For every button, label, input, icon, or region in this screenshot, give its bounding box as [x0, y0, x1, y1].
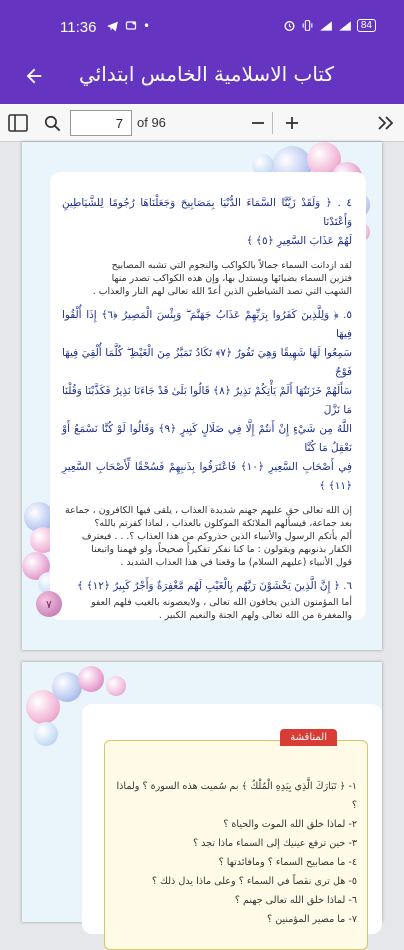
search-button[interactable]: [40, 111, 64, 135]
sidebar-toggle-icon: [8, 114, 28, 132]
status-left-icons: [106, 19, 150, 33]
ayah-line: فِي أَصْحَابِ السَّعِيرِ ﴿١٠﴾ فَاعْتَرَفُوا بِذَنبِهِمْ فَسُحْقًا لِّأَصْحَابِ السَّعِيرِ ﴿١١﴾ ﴾: [62, 461, 352, 492]
pdf-toolbar: [0, 104, 404, 142]
page-text-panel: [50, 172, 366, 620]
pdf-page: [22, 142, 382, 650]
text-line: ألم يأتكم الرسول والأنبياء الذين حذروكم من هذا العذاب ؟. . . فيعترف: [81, 531, 352, 542]
pdf-viewer[interactable]: [0, 142, 404, 925]
notification-icon: [125, 20, 137, 32]
back-button[interactable]: [18, 60, 50, 92]
status-time: 11:36: [60, 19, 97, 36]
text-line: أما المؤمنون الذين يخافون الله تعالى ، ولايعصونه بالغيب فلهم العفو: [91, 597, 352, 608]
double-chevron-right-icon: [377, 115, 395, 131]
text-line: قول الأنبياء (عليهم السلام) ما وقعنا في هذا العذاب الشديد .: [120, 557, 352, 568]
text-line: لقد ازدانت السماء جمالاً بالكواكب والنجوم التي تشبه المصابيح: [111, 260, 352, 271]
text-line: بعد جماعة، فيسألهم الملائكة الموكلون بالعذاب ، لماذا كفرتم بالله؟: [94, 518, 352, 529]
status-right-icons: [283, 19, 376, 32]
app-bar: [0, 48, 404, 104]
telegram-icon: [106, 20, 119, 33]
text-line: الكفار بذنوبهم ويقولون : ما كنا نفكر تفكيراً صحيحاً، ولو فهمنا واتبعنا: [91, 544, 352, 555]
alarm-icon: [283, 19, 296, 32]
decor-bubble: [78, 666, 104, 692]
more-notifications-dot: •: [143, 19, 151, 33]
ayah-line: ٤ . ﴿ وَلَقَدْ زَيَّنَّا السَّمَاءَ الدُّنْيَا بِمَصَابِيحَ وَجَعَلْنَاهَا رُجُومًا لِلشَّيَاطِينِ وَأَعْتَدْنَا: [62, 197, 352, 228]
ayah-line: ٥. ﴿ وَلِلَّذِينَ كَفَرُوا بِرَبِّهِمْ عَذَابُ جَهَنَّمَ ۖ وَبِئْسَ الْمَصِيرُ ﴿٦﴾ إِذَا أُلْقُوا فِيهَا: [62, 309, 352, 340]
toolbar-divider: [272, 112, 273, 134]
question-line: ٢- لماذا خلق الله الموت والحياة ؟: [223, 819, 357, 830]
signal-2-icon: [338, 20, 352, 32]
vibrate-icon: [301, 19, 314, 32]
page-number-input[interactable]: [70, 110, 132, 136]
ayah-line: سَمِعُوا لَهَا شَهِيقًا وَهِيَ تَفُورُ ﴿٧﴾ تَكَادُ تَمَيَّزُ مِنَ الْغَيْظِ ۖ كُلَّمَا أُلْقِيَ فِيهَا فَوْجٌ: [62, 347, 352, 378]
plus-icon: [284, 115, 300, 131]
question-line: ٧- ما مصير المؤمنين ؟: [267, 914, 357, 925]
ayah-line: اللَّهُ مِن شَيْءٍ إِنْ أَنتُمْ إِلَّا فِي ضَلَالٍ كَبِيرٍ ﴿٩﴾ وَقَالُوا لَوْ كُنَّا نَسْمَعُ أَوْ نَعْقِلُ مَا كُنَّا: [62, 423, 352, 454]
arrow-left-icon: [23, 65, 45, 87]
text-line: فتزين السماء بضيائها ويستدل بها، وإن هذه الكواكب تصدر منها: [111, 273, 352, 284]
decor-bubble: [34, 722, 58, 746]
discussion-tab: المناقشة: [280, 729, 337, 746]
decor-bubble: [106, 676, 126, 696]
question-line: ٥- هل ترى نقصاً في السماء ؟ وعلى ماذا يدل ذلك ؟: [151, 876, 357, 887]
question-line: ١- ﴿ تَبَارَكَ الَّذِي بِيَدِهِ الْمُلْكُ ﴾ بم سُميت هذه السورة ؟ ولماذا ؟: [116, 781, 357, 811]
ayah-line: ٦. ﴿ إِنَّ الَّذِينَ يَخْشَوْنَ رَبَّهُم بِالْغَيْبِ لَهُم مَّغْفِرَةٌ وَأَجْرٌ كَبِيرٌ ﴿١٢﴾ ﴾: [77, 580, 352, 592]
signal-1-icon: [319, 20, 333, 32]
zoom-out-button[interactable]: [246, 111, 270, 135]
text-line: والمغفرة من الله تعالى ولهم الجنة والنعيم الكبير .: [158, 610, 352, 621]
text-line: الشهب التي تصد الشياطين الذين أعدّ الله تعالى لهم النار والعذاب .: [92, 286, 352, 297]
more-tools-button[interactable]: [374, 111, 398, 135]
page-number-badge: ٧: [36, 591, 62, 617]
sidebar-toggle-button[interactable]: [6, 111, 30, 135]
battery-icon: 84: [357, 19, 376, 32]
pdf-page: [22, 662, 382, 925]
ayah-line: لَهُمْ عَذَابَ السَّعِيرِ ﴿٥﴾ ﴾: [246, 235, 352, 247]
page-count-label: of 96: [137, 115, 166, 130]
discussion-box: [104, 732, 368, 950]
minus-icon: [250, 115, 266, 131]
question-line: ٣- حين ترفع عينيك إلى السماء ماذا تجد ؟: [193, 838, 357, 849]
question-line: ٤- ما مصابيح السماء ؟ ومافائدتها ؟: [218, 857, 357, 868]
ayah-line: سَأَلَهُمْ خَزَنَتُهَا أَلَمْ يَأْتِكُمْ نَذِيرٌ ﴿٨﴾ قَالُوا بَلَىٰ قَدْ جَاءَنَا نَذِيرٌ فَكَذَّبْنَا وَقُلْنَا مَا نَزَّلَ: [62, 385, 352, 416]
search-icon: [43, 114, 62, 133]
page-text-panel: [82, 704, 382, 934]
zoom-in-button[interactable]: [280, 111, 304, 135]
text-line: إن الله تعالى حق عليهم جهنم شديدة العذاب ، يلقى فيها الكافرون ، جماعة: [65, 505, 352, 516]
question-line: ٦- لماذا خلق الله تعالى جهنم ؟: [234, 895, 357, 906]
page-title: كتاب الاسلامية الخامس ابتدائي: [79, 62, 334, 86]
